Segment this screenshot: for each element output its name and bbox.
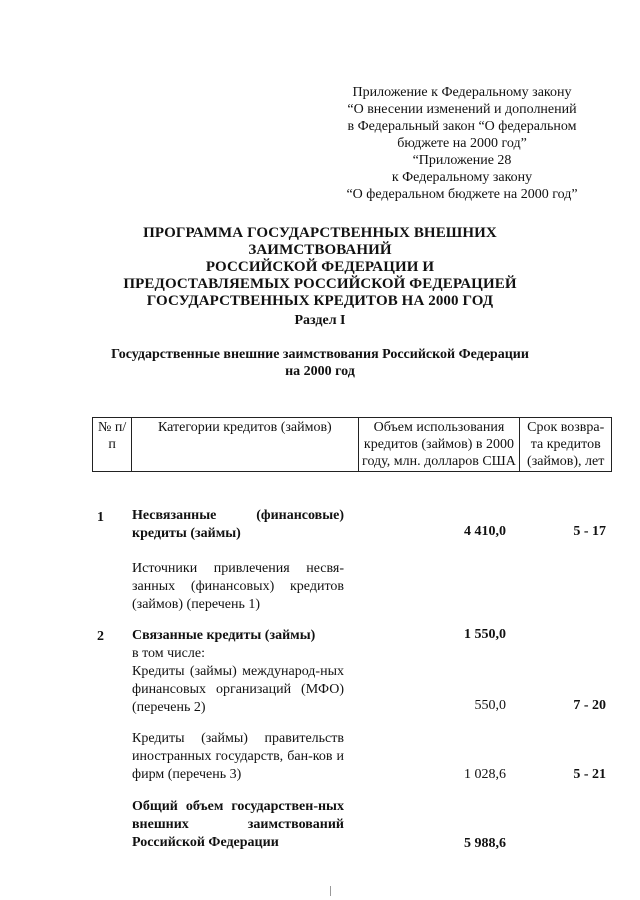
row-term: 5 - 17 [573,524,606,539]
subtitle-line: Государственные внешние заимствования Российской Федерации [111,347,529,362]
total-label: Общий объем государствен-ных внешних заимствований Российской Федерации [132,799,344,850]
header-cell-number: № п/п [93,418,132,472]
header-line: в Федеральный закон “О федеральном [347,119,577,134]
row-term: 7 - 20 [573,698,606,713]
header-line: бюджете на 2000 год” [397,136,527,151]
header-cell-category: Категории кредитов (займов) [132,418,358,472]
appendix-header [312,84,612,203]
title-line: ПРЕДОСТАВЛЯЕМЫХ РОССИЙСКОЙ ФЕДЕРАЦИЕЙ [123,276,517,292]
header-line: к Федеральному закону [391,170,533,185]
row-label: Несвязанные (финансовые) кредиты (займы) [132,508,344,541]
header-line: Приложение к Федеральному закону [352,85,572,100]
row-incl-label: в том числе: [132,646,205,661]
header-line: “О федеральном бюджете на 2000 год” [346,187,578,202]
header-cell-volume: Объем использования кредитов (займов) в 2000 году, млн. долларов США [358,418,520,472]
row-value: 4 410,0 [464,524,506,539]
row-term: 5 - 21 [573,767,606,782]
header-line: “О внесении изменений и дополнений [347,102,577,117]
row-value: 1 028,6 [464,767,506,782]
table-header [92,417,612,472]
header-line: “Приложение 28 [412,153,512,168]
scan-mark [330,886,331,896]
row-value: 1 550,0 [464,627,506,642]
title-line: ГОСУДАРСТВЕННЫХ КРЕДИТОВ НА 2000 ГОД [146,293,494,309]
row-number: 1 [97,510,104,525]
total-value: 5 988,6 [464,836,506,851]
row-number: 2 [97,629,104,644]
row-value: 550,0 [474,698,506,713]
header-cell-term: Срок возвра-та кредитов (займов), лет [520,418,612,472]
subtitle-line: на 2000 год [285,364,355,379]
row-sublabel: Кредиты (займы) международ-ных финансовых организаций (МФО) (перечень 2) [132,664,344,715]
row-label: Связанные кредиты (займы) [132,628,316,643]
row-sublabel: Кредиты (займы) правительств иностранных государств, бан-ков и фирм (перечень 3) [132,731,344,782]
document-title [80,225,560,310]
row-sublabel: Источники привлечения несвя-занных (финансовых) кредитов (займов) (перечень 1) [132,561,344,612]
section-subtitle [80,346,560,380]
title-line: ПРОГРАММА ГОСУДАРСТВЕННЫХ ВНЕШНИХ ЗАИМСТВОВАНИЙ [143,225,497,258]
title-line: РОССИЙСКОЙ ФЕДЕРАЦИИ И [205,259,435,275]
section-heading: Раздел I [294,313,346,328]
